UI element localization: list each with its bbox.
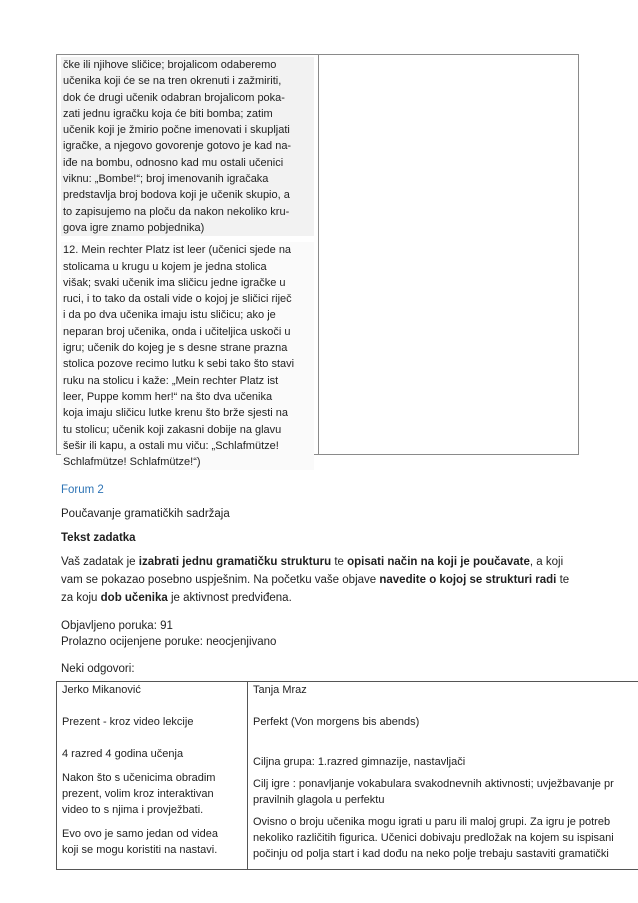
text-line: šešir ili kapu, a ostali mu viču: „Schlafmütze! [63,439,279,452]
text-line: iđe na bombu, odnosno kad mu ostali učenici [63,156,284,169]
text-line: viknu: „Bombe!“; broj imenovanih igračaka [63,173,269,186]
text-line: koja imaju sličicu lutke krenu što brže sjesti na [63,407,288,420]
task-line [61,589,569,607]
answer-topic: Perfekt (Von morgens bis abends) [253,716,420,728]
answers-label: Neki odgovori: [61,663,135,675]
task-emphasis: izabrati jednu gramatičku strukturu [138,556,332,568]
text-line: Ovisno o broju učenika mogu igrati u paru ili maloj grupi. Za igru je potreb [253,816,611,828]
text-line: dok će drugi učenik odabran brojalicom poka- [63,91,285,104]
text-line: ruku na stolicu i kaže: „Mein rechter Platz ist [63,374,279,387]
text-line: video to s njima i provježbati. [62,804,204,816]
text-line: gova igre znamo pobjednika) [63,221,205,234]
task-emphasis: navedite o kojoj se strukturi radi [379,574,557,586]
table-column-divider [247,682,248,869]
forum-title: Forum 2 [61,484,104,496]
text-line: Schlafmütze! Schlafmütze!“) [63,456,201,469]
text-line: Evo ovo je samo jedan od videa [62,828,218,840]
forum-stats [61,618,276,650]
text-line: to zapisujemo na ploču da nakon nekoliko kru- [63,205,290,218]
activity-11-paragraph [61,57,314,236]
activities-table [56,54,579,469]
text-line: leer, Puppe komm her!“ na što dva učenika [63,390,273,403]
task-text: vam se pokazao posebno uspješnim. Na početku vaše objave [61,574,380,586]
answer-grade: 4 razred 4 godina učenja [62,748,184,760]
text-line: tu stolicu; učenik koji zakasni dobije na glavu [63,423,282,436]
task-emphasis: dob učenika [100,592,168,604]
text-line: učenika koji će se na tren okrenuti i zažmiriti, [63,75,282,88]
task-text: , a koji [529,556,564,568]
text-line: prezent, volim kroz interaktivan [62,788,214,800]
passed-posts: Prolazno ocijenjene poruke: neocjenjivano [61,636,277,648]
task-line [61,553,569,571]
task-text: Vaš zadatak je [61,556,139,568]
posts-published: Objavljeno poruka: 91 [61,620,173,632]
text-line: nekoliko različitih figurica. Učenici dobivaju predložak na kojem su ispisani [253,832,614,844]
text-line: igru; učenik do kojeg je s desne strane prazna [63,342,288,355]
text-line: stolica pozove recimo lutku k sebi tako što stavi [63,358,295,371]
text-line: učenik koji je žmirio počne imenovati i skupljati [63,124,290,137]
answers-table [56,681,638,870]
text-line: Nakon što s učenicima obradim [62,772,216,784]
text-line: i da po dva učenika imaju istu sličicu; ako je [63,309,276,322]
task-description [61,553,569,607]
table-column-divider [318,55,319,454]
text-line: koji se mogu koristiti na nastavi. [62,844,218,856]
text-line: neparan broj učenika, onda i učiteljica uskoči u [63,325,291,338]
text-line: ruci, i to tako da ostali vide o kojoj je sličici riječ [63,293,292,306]
answer-author: Jerko Mikanović [62,684,141,696]
text-line: stolicama u krugu u kojem je jedna stolica [63,260,267,273]
forum-subtitle: Poučavanje gramatičkih sadržaja [61,508,230,520]
answer-target-group: Ciljna grupa: 1.razred gimnazije, nastavljači [253,756,466,768]
answer-topic: Prezent - kroz video lekcije [62,716,194,728]
text-line: igračke, a njegovo govorenje gotovo je kad na- [63,140,292,153]
answer-right-cell [253,682,638,862]
task-text: te [331,556,348,568]
task-text: je aktivnost predviđena. [167,592,292,604]
text-line: počinju od polja start i kad dođu na neko polje trebaju sastaviti gramatički [253,848,609,860]
table-left-cell [57,55,318,470]
text-line: višak; svaki učenik ima sličicu jedne igračke u [63,276,286,289]
text-line: pravilnih glagola u perfektu [253,794,385,806]
text-line: 12. Mein rechter Platz ist leer (učenici sjede na [63,244,292,257]
activity-12-paragraph [61,242,314,470]
task-emphasis: opisati način na koji je poučavate [347,556,530,568]
answer-left-cell [62,682,244,858]
answer-author: Tanja Mraz [253,684,307,696]
task-text: za koju [61,592,101,604]
task-heading: Tekst zadatka [61,532,136,544]
task-text: te [556,574,570,586]
text-line: Cilj igre : ponavljanje vokabulara svakodnevnih aktivnosti; uvježbavanje pr [253,778,614,790]
text-line: čke ili njihove sličice; brojalicom odaberemo [63,59,277,71]
text-line: zati jednu igračku koja će biti bomba; zatim [63,107,273,120]
task-line [61,571,569,589]
text-line: predstavlja broj bodova koji je učenik skupio, a [63,189,290,202]
